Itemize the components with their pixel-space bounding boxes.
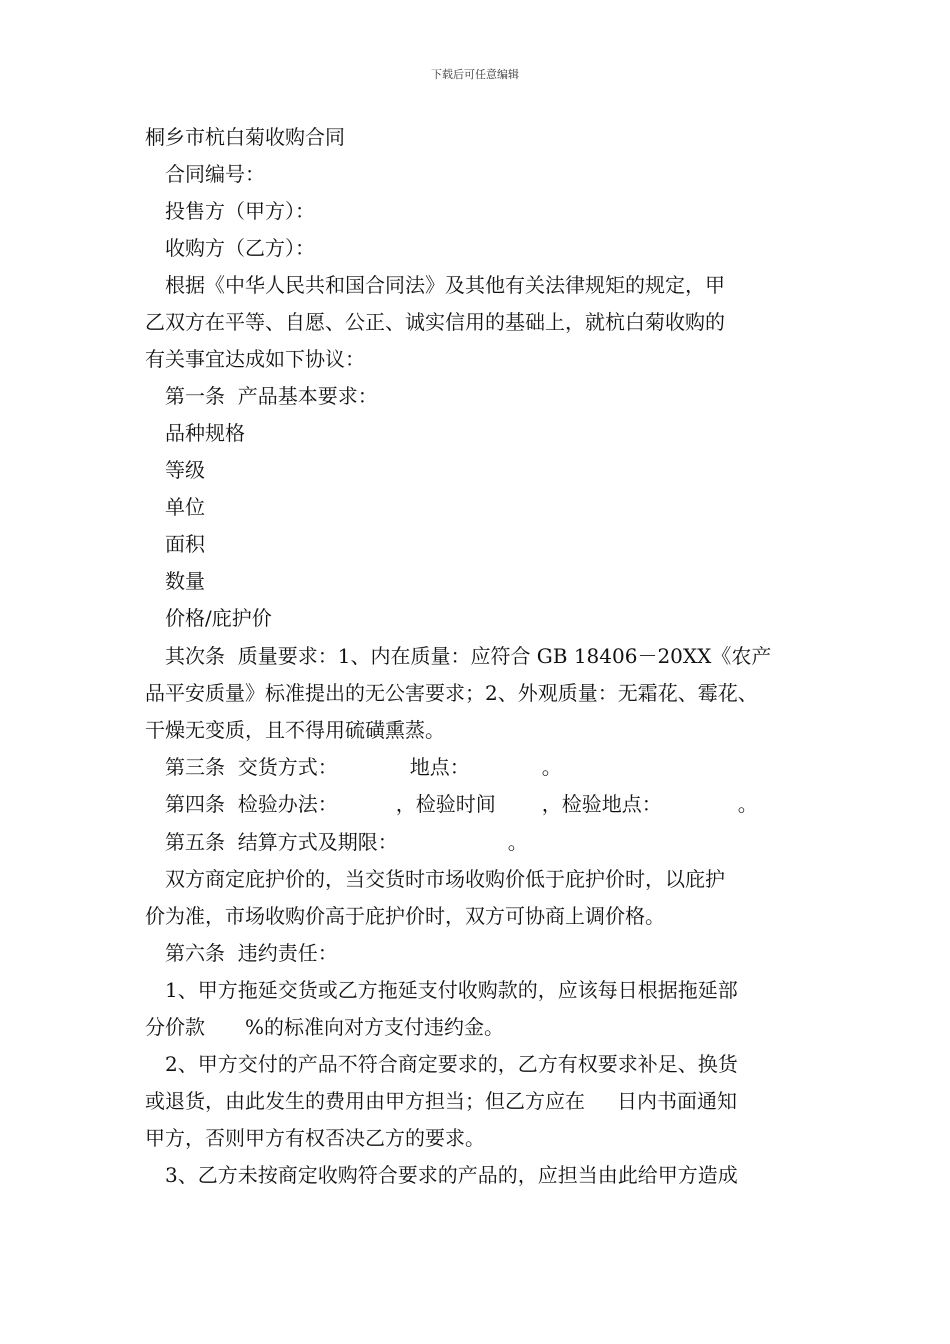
clause-3-line-1: 3、乙方未按商定收购符合要求的产品的，应担当由此给甲方造成	[165, 1163, 738, 1187]
party-a-label: 投售方（甲方）：	[165, 199, 315, 223]
clause-2-part-a: 或退货，由此发生的费用由甲方担当；但乙方应在	[145, 1089, 585, 1113]
item-unit: 单位	[165, 495, 205, 519]
article-4	[165, 791, 758, 817]
article-5-desc-2: 价为准，市场收购价高于庇护价时，双方可协商上调价格。	[145, 904, 665, 928]
article-5-label: 第五条 结算方式及期限：	[165, 830, 398, 854]
item-price: 价格/庇护价	[165, 606, 272, 630]
item-variety: 品种规格	[165, 421, 245, 445]
item-grade: 等级	[165, 458, 205, 482]
intro-line-2: 乙双方在平等、自愿、公正、诚实信用的基础上，就杭白菊收购的	[145, 310, 725, 334]
clause-2-line-2	[145, 1088, 737, 1114]
article-4-time: ，检验时间	[395, 792, 496, 816]
article-4-end: 。	[737, 792, 758, 816]
party-b-label: 收购方（乙方）：	[165, 236, 315, 260]
page-header: 下载后可任意编辑	[431, 68, 519, 81]
article-2-line-1: 其次条 质量要求：1、内在质量：应符合 GB 18406－20XX《农产	[165, 644, 772, 668]
intro-line-3: 有关事宜达成如下协议：	[145, 347, 365, 371]
article-6-heading: 第六条 违约责任：	[165, 941, 338, 965]
article-4-label: 第四条 检验办法：	[165, 792, 338, 816]
article-3-location: 地点：	[409, 755, 470, 779]
intro-line-1: 根据《中华人民共和国合同法》及其他有关法律规矩的规定，甲	[165, 273, 725, 297]
article-5-end: 。	[507, 830, 528, 854]
article-1-heading: 第一条 产品基本要求：	[165, 384, 378, 408]
article-3-end: 。	[541, 755, 562, 779]
clause-2-line-3: 甲方，否则甲方有权否决乙方的要求。	[145, 1126, 485, 1150]
article-5	[165, 829, 528, 855]
article-5-desc-1: 双方商定庇护价的，当交货时市场收购价低于庇护价时，以庇护	[165, 867, 725, 891]
article-2-line-2: 品平安质量》标准提出的无公害要求；2、外观质量：无霜花、霉花、	[145, 681, 758, 705]
item-quantity: 数量	[165, 569, 205, 593]
clause-1-part-a: 分价款	[145, 1015, 205, 1039]
clause-1-line-1: 1、甲方拖延交货或乙方拖延支付收购款的，应该每日根据拖延部	[165, 978, 738, 1002]
article-4-place: ，检验地点：	[541, 792, 662, 816]
article-3-label: 第三条 交货方式：	[165, 755, 338, 779]
clause-1-line-2	[145, 1014, 504, 1040]
contract-number-label: 合同编号：	[165, 162, 265, 186]
clause-1-part-b: %的标准向对方支付违约金。	[245, 1015, 505, 1039]
item-area: 面积	[165, 532, 205, 556]
clause-2-line-1: 2、甲方交付的产品不符合商定要求的，乙方有权要求补足、换货	[165, 1052, 738, 1076]
article-3	[165, 754, 562, 780]
article-2-line-3: 干燥无变质，且不得用硫磺熏蒸。	[145, 718, 445, 742]
document-title: 桐乡市杭白菊收购合同	[145, 125, 345, 149]
clause-2-part-b: 日内书面通知	[617, 1089, 737, 1113]
